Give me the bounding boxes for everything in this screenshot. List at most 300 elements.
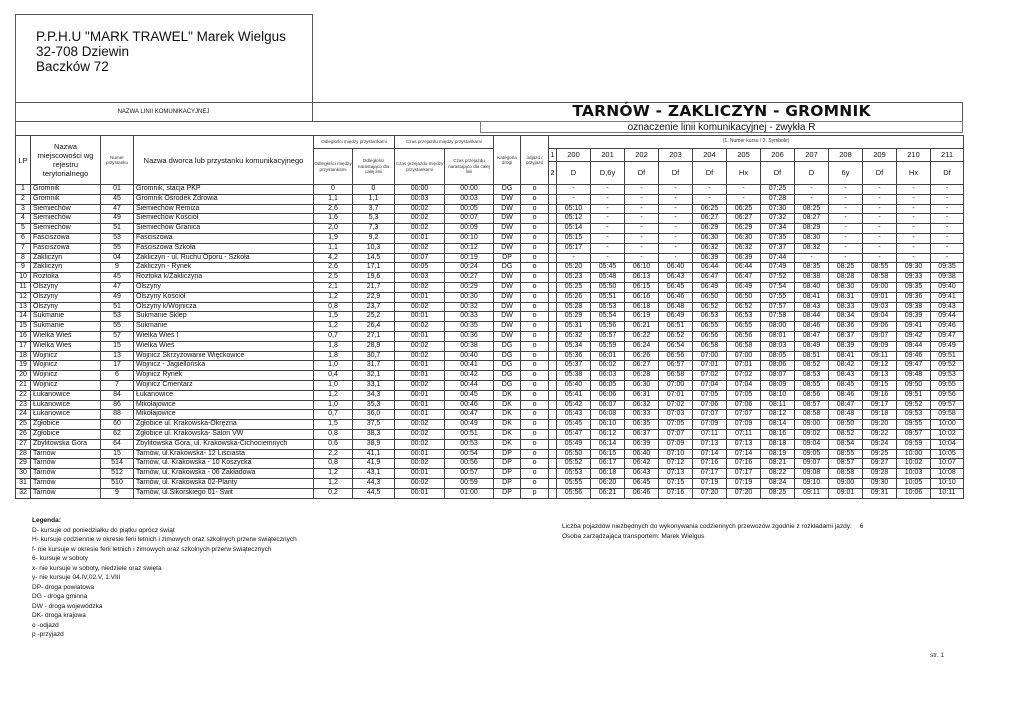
company-box bbox=[15, 14, 313, 102]
row-time: 06:17 bbox=[591, 459, 625, 469]
row-stop-name: Roztoka k/Zakliczyna bbox=[134, 273, 314, 283]
row-time: - bbox=[829, 243, 863, 253]
row-time: 08:25 bbox=[795, 204, 829, 214]
row-time: 06:43 bbox=[659, 273, 693, 283]
table-row bbox=[16, 478, 964, 488]
legend-item: y- nie kursuje 04.IV,02.V, 1.VIII bbox=[32, 574, 121, 581]
row-time-cumulative: 00:53 bbox=[445, 439, 494, 449]
row-stop-number: 15 bbox=[101, 449, 134, 459]
row-time: 09:48 bbox=[897, 371, 931, 381]
row-distance-cumulative: 7,3 bbox=[353, 224, 395, 234]
row-road-category: DK bbox=[494, 390, 521, 400]
legend-item: H- kursuje codziennie w okresie ferii letnich i zimowych oraz szkolnych przerw świątecznych bbox=[32, 536, 297, 543]
row-time: 05:51 bbox=[591, 292, 625, 302]
row-stop-name: Wielka Wieś bbox=[134, 341, 314, 351]
row-time: 05:37 bbox=[557, 361, 591, 371]
row-time: - bbox=[659, 194, 693, 204]
row-time: 08:34 bbox=[829, 312, 863, 322]
row-time: 05:38 bbox=[557, 371, 591, 381]
row-lp: 2 bbox=[16, 194, 31, 204]
row-stop-name: Wojnicz Cmentarz bbox=[134, 380, 314, 390]
row-lp: 31 bbox=[16, 478, 31, 488]
header-row2-label: 2 bbox=[549, 162, 557, 185]
row-time: 10:02 bbox=[897, 459, 931, 469]
row-time: 08:25 bbox=[761, 488, 795, 498]
row-time: 08:52 bbox=[829, 429, 863, 439]
row-lp: 5 bbox=[16, 224, 31, 234]
row-lp: 11 bbox=[16, 282, 31, 292]
row-spacer bbox=[549, 185, 557, 195]
row-time: 06:14 bbox=[591, 439, 625, 449]
row-time: - bbox=[829, 233, 863, 243]
row-time: 07:16 bbox=[659, 488, 693, 498]
row-time: 09:01 bbox=[863, 292, 897, 302]
row-stop-name: Gromnik Ośrodek Zdrowia bbox=[134, 194, 314, 204]
row-time-between: 00:01 bbox=[395, 469, 445, 479]
legend-item: DP- droga powiatowa bbox=[32, 583, 95, 591]
row-stop-number: 01 bbox=[101, 185, 134, 195]
row-distance-cumulative: 5,3 bbox=[353, 214, 395, 224]
row-time: 07:07 bbox=[727, 410, 761, 420]
row-road-category: DW bbox=[494, 292, 521, 302]
row-dep-arr: o bbox=[521, 302, 549, 312]
row-time: 10:03 bbox=[897, 469, 931, 479]
row-stop-number: 13 bbox=[101, 351, 134, 361]
row-road-category: DP bbox=[494, 469, 521, 479]
table-row bbox=[16, 194, 964, 204]
row-spacer bbox=[549, 380, 557, 390]
row-road-category: DW bbox=[494, 204, 521, 214]
row-distance-cumulative: 25,2 bbox=[353, 312, 395, 322]
row-time: 07:28 bbox=[761, 194, 795, 204]
row-stop-number: 51 bbox=[101, 302, 134, 312]
row-time-between: 00:01 bbox=[395, 400, 445, 410]
row-time: - bbox=[727, 194, 761, 204]
row-time: 06:15 bbox=[591, 449, 625, 459]
row-time-between: 00:02 bbox=[395, 478, 445, 488]
header-dep-arr: odjazd / przyjazd bbox=[521, 136, 549, 185]
row-stop-number: 47 bbox=[101, 282, 134, 292]
table-row bbox=[16, 469, 964, 479]
row-time-cumulative: 00:51 bbox=[445, 429, 494, 439]
legend-item: 6- kursuje w soboty bbox=[32, 555, 88, 562]
row-time: 07:00 bbox=[659, 380, 693, 390]
row-time-between: 00:01 bbox=[395, 449, 445, 459]
row-time: 07:17 bbox=[693, 469, 727, 479]
row-distance-between: 2,6 bbox=[314, 263, 353, 273]
row-time: 05:23 bbox=[557, 273, 591, 283]
row-spacer bbox=[549, 194, 557, 204]
row-time-cumulative: 00:44 bbox=[445, 380, 494, 390]
row-time: - bbox=[659, 214, 693, 224]
row-time: 09:36 bbox=[897, 292, 931, 302]
row-locality: Sukmanie bbox=[31, 312, 101, 322]
row-time: 08:46 bbox=[829, 390, 863, 400]
row-time: 09:03 bbox=[863, 302, 897, 312]
row-time: 06:07 bbox=[591, 400, 625, 410]
row-time: 06:18 bbox=[591, 469, 625, 479]
row-time: 09:50 bbox=[897, 380, 931, 390]
row-spacer bbox=[549, 351, 557, 361]
row-time: 09:43 bbox=[931, 302, 964, 312]
row-time: 09:06 bbox=[863, 322, 897, 332]
row-time: - bbox=[897, 243, 931, 253]
table-row bbox=[16, 312, 964, 322]
row-distance-cumulative: 41,1 bbox=[353, 449, 395, 459]
row-time-cumulative: 00:46 bbox=[445, 400, 494, 410]
row-time-cumulative: 01:00 bbox=[445, 488, 494, 498]
header-stop-number: Numer przystanku bbox=[101, 136, 134, 185]
row-lp: 7 bbox=[16, 243, 31, 253]
row-time: - bbox=[897, 204, 931, 214]
row-stop-number: 64 bbox=[101, 439, 134, 449]
row-time: 09:58 bbox=[931, 410, 964, 420]
row-distance-cumulative: 36,0 bbox=[353, 410, 395, 420]
row-time: 06:56 bbox=[659, 351, 693, 361]
row-time-between: 00:01 bbox=[395, 331, 445, 341]
row-time: - bbox=[863, 194, 897, 204]
row-stop-name: Łukanowice bbox=[134, 390, 314, 400]
row-spacer bbox=[549, 361, 557, 371]
row-time: 09:47 bbox=[897, 361, 931, 371]
row-distance-cumulative: 44,5 bbox=[353, 488, 395, 498]
row-time-between: 00:05 bbox=[395, 263, 445, 273]
row-time: 06:58 bbox=[659, 371, 693, 381]
course-symbol: D,6y bbox=[591, 162, 625, 185]
row-stop-name: Olszyny k/Wojnicza bbox=[134, 302, 314, 312]
row-locality: Siemiechów bbox=[31, 224, 101, 234]
row-time: - bbox=[659, 224, 693, 234]
row-dep-arr: o bbox=[521, 361, 549, 371]
row-distance-between: 1,2 bbox=[314, 292, 353, 302]
row-road-category: DG bbox=[494, 361, 521, 371]
course-number: 209 bbox=[863, 149, 897, 162]
company-postal: 32-708 Dziewin bbox=[36, 44, 130, 59]
row-time: 08:57 bbox=[795, 400, 829, 410]
row-time: 08:41 bbox=[829, 351, 863, 361]
row-time: 09:46 bbox=[931, 322, 964, 332]
legend-item: f- nie kursuje w okresie ferii letnich i zimowych oraz szkolnych przerw świątecznych bbox=[32, 545, 272, 553]
row-stop-name: Gromnik, stacja PKP bbox=[134, 185, 314, 195]
row-time: - bbox=[795, 185, 829, 195]
row-dep-arr: o bbox=[521, 194, 549, 204]
table-row bbox=[16, 410, 964, 420]
row-time: - bbox=[591, 224, 625, 234]
row-time: - bbox=[897, 194, 931, 204]
row-time: - bbox=[659, 253, 693, 263]
row-distance-cumulative: 33,1 bbox=[353, 380, 395, 390]
row-time: 08:03 bbox=[761, 341, 795, 351]
row-time: 06:29 bbox=[693, 224, 727, 234]
row-time: 09:57 bbox=[897, 429, 931, 439]
row-stop-name: Siemiechów Kościół bbox=[134, 214, 314, 224]
row-time: 09:13 bbox=[863, 371, 897, 381]
row-time-between: 00:02 bbox=[395, 459, 445, 469]
row-time-between: 00:02 bbox=[395, 439, 445, 449]
row-dep-arr: o bbox=[521, 253, 549, 263]
row-time: - bbox=[897, 253, 931, 263]
row-time: 08:33 bbox=[829, 302, 863, 312]
row-time: 07:16 bbox=[693, 459, 727, 469]
row-time: - bbox=[931, 194, 964, 204]
row-time: - bbox=[625, 185, 659, 195]
row-time: - bbox=[557, 253, 591, 263]
legend-item: D- kursuje od poniedziałku do piątku oprócz świąt bbox=[32, 526, 175, 534]
row-time: - bbox=[659, 243, 693, 253]
table-row bbox=[16, 449, 964, 459]
row-time-cumulative: 00:47 bbox=[445, 410, 494, 420]
row-time: 07:09 bbox=[659, 439, 693, 449]
table-row bbox=[16, 390, 964, 400]
row-time: 09:12 bbox=[863, 361, 897, 371]
row-time: 08:38 bbox=[795, 273, 829, 283]
row-time: 06:37 bbox=[625, 429, 659, 439]
row-time: 10:05 bbox=[897, 478, 931, 488]
row-time: 06:44 bbox=[727, 263, 761, 273]
row-time: 08:58 bbox=[863, 273, 897, 283]
course-number: 210 bbox=[897, 149, 931, 162]
row-time: 06:25 bbox=[727, 204, 761, 214]
row-time: 05:55 bbox=[557, 478, 591, 488]
row-time-cumulative: 00:29 bbox=[445, 282, 494, 292]
row-time: 09:11 bbox=[795, 488, 829, 498]
course-symbol: Df bbox=[931, 162, 964, 185]
row-time: 09:22 bbox=[863, 429, 897, 439]
course-number: 203 bbox=[659, 149, 693, 162]
row-time: - bbox=[659, 204, 693, 214]
row-distance-between: 1,2 bbox=[314, 322, 353, 332]
row-distance-between: 1,8 bbox=[314, 341, 353, 351]
row-time-cumulative: 00:30 bbox=[445, 292, 494, 302]
row-time-between: 00:03 bbox=[395, 273, 445, 283]
row-spacer bbox=[549, 439, 557, 449]
row-time: 07:13 bbox=[659, 469, 693, 479]
row-time: 08:47 bbox=[829, 400, 863, 410]
row-time: - bbox=[557, 194, 591, 204]
row-time: - bbox=[829, 224, 863, 234]
row-time: 10:04 bbox=[931, 439, 964, 449]
row-time: 07:05 bbox=[659, 420, 693, 430]
row-time: 08:52 bbox=[795, 361, 829, 371]
row-time: 07:00 bbox=[727, 351, 761, 361]
row-time: 06:10 bbox=[591, 420, 625, 430]
row-time: 08:58 bbox=[795, 410, 829, 420]
row-time: 09:30 bbox=[897, 263, 931, 273]
row-time: 06:52 bbox=[693, 302, 727, 312]
row-dep-arr: o bbox=[521, 400, 549, 410]
course-symbol: Df bbox=[761, 162, 795, 185]
row-time: - bbox=[727, 185, 761, 195]
row-road-category: DW bbox=[494, 312, 521, 322]
row-time: 07:07 bbox=[659, 429, 693, 439]
row-time: - bbox=[625, 194, 659, 204]
row-spacer bbox=[549, 390, 557, 400]
row-time: 09:53 bbox=[897, 410, 931, 420]
row-time: 08:40 bbox=[795, 282, 829, 292]
row-time-between: 00:01 bbox=[395, 233, 445, 243]
row-spacer bbox=[549, 410, 557, 420]
row-distance-between: 1,0 bbox=[314, 380, 353, 390]
row-stop-name: Sukmanie Sklep bbox=[134, 312, 314, 322]
row-time-between: 00:01 bbox=[395, 410, 445, 420]
row-time: 08:06 bbox=[761, 361, 795, 371]
course-symbol: D bbox=[795, 162, 829, 185]
row-locality: Olszyny bbox=[31, 292, 101, 302]
row-locality: Łukanowice bbox=[31, 410, 101, 420]
row-time: - bbox=[931, 214, 964, 224]
row-time-cumulative: 00:10 bbox=[445, 233, 494, 243]
row-time-between: 00:01 bbox=[395, 371, 445, 381]
course-symbol: Hx bbox=[897, 162, 931, 185]
row-time: 10:05 bbox=[931, 449, 964, 459]
row-time: 05:34 bbox=[557, 341, 591, 351]
row-time: 09:04 bbox=[795, 439, 829, 449]
row-time: 09:02 bbox=[795, 429, 829, 439]
row-distance-between: 2,6 bbox=[314, 204, 353, 214]
row-time: 05:59 bbox=[591, 341, 625, 351]
row-locality: Gromnik bbox=[31, 194, 101, 204]
row-time: - bbox=[591, 185, 625, 195]
row-road-category: DW bbox=[494, 224, 521, 234]
row-road-category: DW bbox=[494, 331, 521, 341]
row-time: 07:00 bbox=[693, 351, 727, 361]
row-stop-number: 86 bbox=[101, 400, 134, 410]
row-distance-between: 1,6 bbox=[314, 214, 353, 224]
row-time: 08:51 bbox=[795, 351, 829, 361]
row-stop-number: 45 bbox=[101, 194, 134, 204]
row-time: 06:30 bbox=[693, 233, 727, 243]
row-time: 09:56 bbox=[931, 390, 964, 400]
row-locality: Faściszowa bbox=[31, 243, 101, 253]
row-time: 08:22 bbox=[761, 469, 795, 479]
row-spacer bbox=[549, 224, 557, 234]
row-spacer bbox=[549, 243, 557, 253]
row-time: 09:52 bbox=[931, 361, 964, 371]
row-time: 09:00 bbox=[829, 478, 863, 488]
row-time: 07:03 bbox=[659, 410, 693, 420]
table-row bbox=[16, 488, 964, 498]
row-stop-number: 55 bbox=[101, 322, 134, 332]
row-time: 09:07 bbox=[795, 459, 829, 469]
row-time: 09:33 bbox=[897, 273, 931, 283]
row-distance-cumulative: 9,2 bbox=[353, 233, 395, 243]
row-time: 07:11 bbox=[727, 429, 761, 439]
row-dep-arr: o bbox=[521, 185, 549, 195]
row-distance-between: 0,8 bbox=[314, 302, 353, 312]
table-row bbox=[16, 292, 964, 302]
row-time: 09:04 bbox=[863, 312, 897, 322]
row-time: - bbox=[591, 243, 625, 253]
row-time: 08:30 bbox=[829, 282, 863, 292]
header-locality: Nazwa miejscowości wg rejestru terytorialnego bbox=[31, 136, 101, 185]
row-time: 07:58 bbox=[761, 312, 795, 322]
row-time: 06:43 bbox=[625, 469, 659, 479]
row-time: 08:35 bbox=[795, 263, 829, 273]
row-lp: 14 bbox=[16, 312, 31, 322]
row-time: 06:52 bbox=[659, 331, 693, 341]
row-stop-name: Mikołajowice bbox=[134, 400, 314, 410]
row-time-cumulative: 00:38 bbox=[445, 341, 494, 351]
row-time: 06:58 bbox=[693, 341, 727, 351]
row-time: 05:47 bbox=[557, 429, 591, 439]
row-time: 08:53 bbox=[795, 371, 829, 381]
row-time: 08:36 bbox=[829, 322, 863, 332]
row-time: - bbox=[863, 204, 897, 214]
table-row bbox=[16, 420, 964, 430]
row-distance-cumulative: 44,3 bbox=[353, 478, 395, 488]
row-time: 05:45 bbox=[557, 420, 591, 430]
row-distance-cumulative: 43,1 bbox=[353, 469, 395, 479]
row-time: 06:26 bbox=[625, 351, 659, 361]
row-distance-cumulative: 21,7 bbox=[353, 282, 395, 292]
row-time-cumulative: 00:54 bbox=[445, 449, 494, 459]
legend bbox=[32, 516, 297, 640]
row-lp: 19 bbox=[16, 361, 31, 371]
row-dep-arr: o bbox=[521, 478, 549, 488]
company-street: Baczków 72 bbox=[36, 59, 109, 74]
row-time: 05:17 bbox=[557, 243, 591, 253]
header-stop-name: Nazwa dworca lub przystanku komunikacyjnego bbox=[134, 136, 314, 185]
row-time: 09:28 bbox=[863, 469, 897, 479]
row-time: 08:30 bbox=[795, 233, 829, 243]
row-road-category: DW bbox=[494, 273, 521, 283]
row-stop-number: 17 bbox=[101, 361, 134, 371]
row-time: 06:08 bbox=[591, 410, 625, 420]
course-number: 204 bbox=[693, 149, 727, 162]
row-stop-number: 15 bbox=[101, 341, 134, 351]
row-time: - bbox=[863, 224, 897, 234]
row-time-cumulative: 00:36 bbox=[445, 331, 494, 341]
row-time-between: 00:02 bbox=[395, 380, 445, 390]
row-locality: Wojnicz bbox=[31, 361, 101, 371]
table-row bbox=[16, 322, 964, 332]
row-time: 06:57 bbox=[659, 361, 693, 371]
row-stop-number: 512 bbox=[101, 469, 134, 479]
row-road-category: DG bbox=[494, 263, 521, 273]
row-time: 05:48 bbox=[591, 273, 625, 283]
row-time: 07:01 bbox=[693, 361, 727, 371]
row-time: 06:10 bbox=[625, 263, 659, 273]
row-time: - bbox=[625, 233, 659, 243]
row-time: 09:27 bbox=[863, 459, 897, 469]
row-spacer bbox=[549, 263, 557, 273]
row-time: 06:27 bbox=[727, 214, 761, 224]
row-time: 07:07 bbox=[693, 410, 727, 420]
row-time: 05:14 bbox=[557, 224, 591, 234]
row-distance-between: 0,8 bbox=[314, 459, 353, 469]
row-time: 09:05 bbox=[795, 449, 829, 459]
row-spacer bbox=[549, 282, 557, 292]
row-time: 06:19 bbox=[625, 312, 659, 322]
row-time-between: 00:02 bbox=[395, 243, 445, 253]
row-time: 08:58 bbox=[829, 469, 863, 479]
row-locality: Olszyny bbox=[31, 282, 101, 292]
row-time: 10:07 bbox=[931, 459, 964, 469]
row-time: 08:14 bbox=[761, 420, 795, 430]
row-time: 07:02 bbox=[659, 400, 693, 410]
row-time: 09:10 bbox=[795, 478, 829, 488]
row-time: 06:27 bbox=[693, 214, 727, 224]
row-time: 06:01 bbox=[591, 351, 625, 361]
row-spacer bbox=[549, 302, 557, 312]
row-time: 06:39 bbox=[693, 253, 727, 263]
row-time: 07:20 bbox=[693, 488, 727, 498]
legend-item: x- nie kursuje w soboty, niedziele oraz święta bbox=[32, 564, 162, 572]
row-time: 07:11 bbox=[693, 429, 727, 439]
row-distance-cumulative: 27,1 bbox=[353, 331, 395, 341]
row-time-cumulative: 00:59 bbox=[445, 478, 494, 488]
row-time: 07:04 bbox=[693, 380, 727, 390]
